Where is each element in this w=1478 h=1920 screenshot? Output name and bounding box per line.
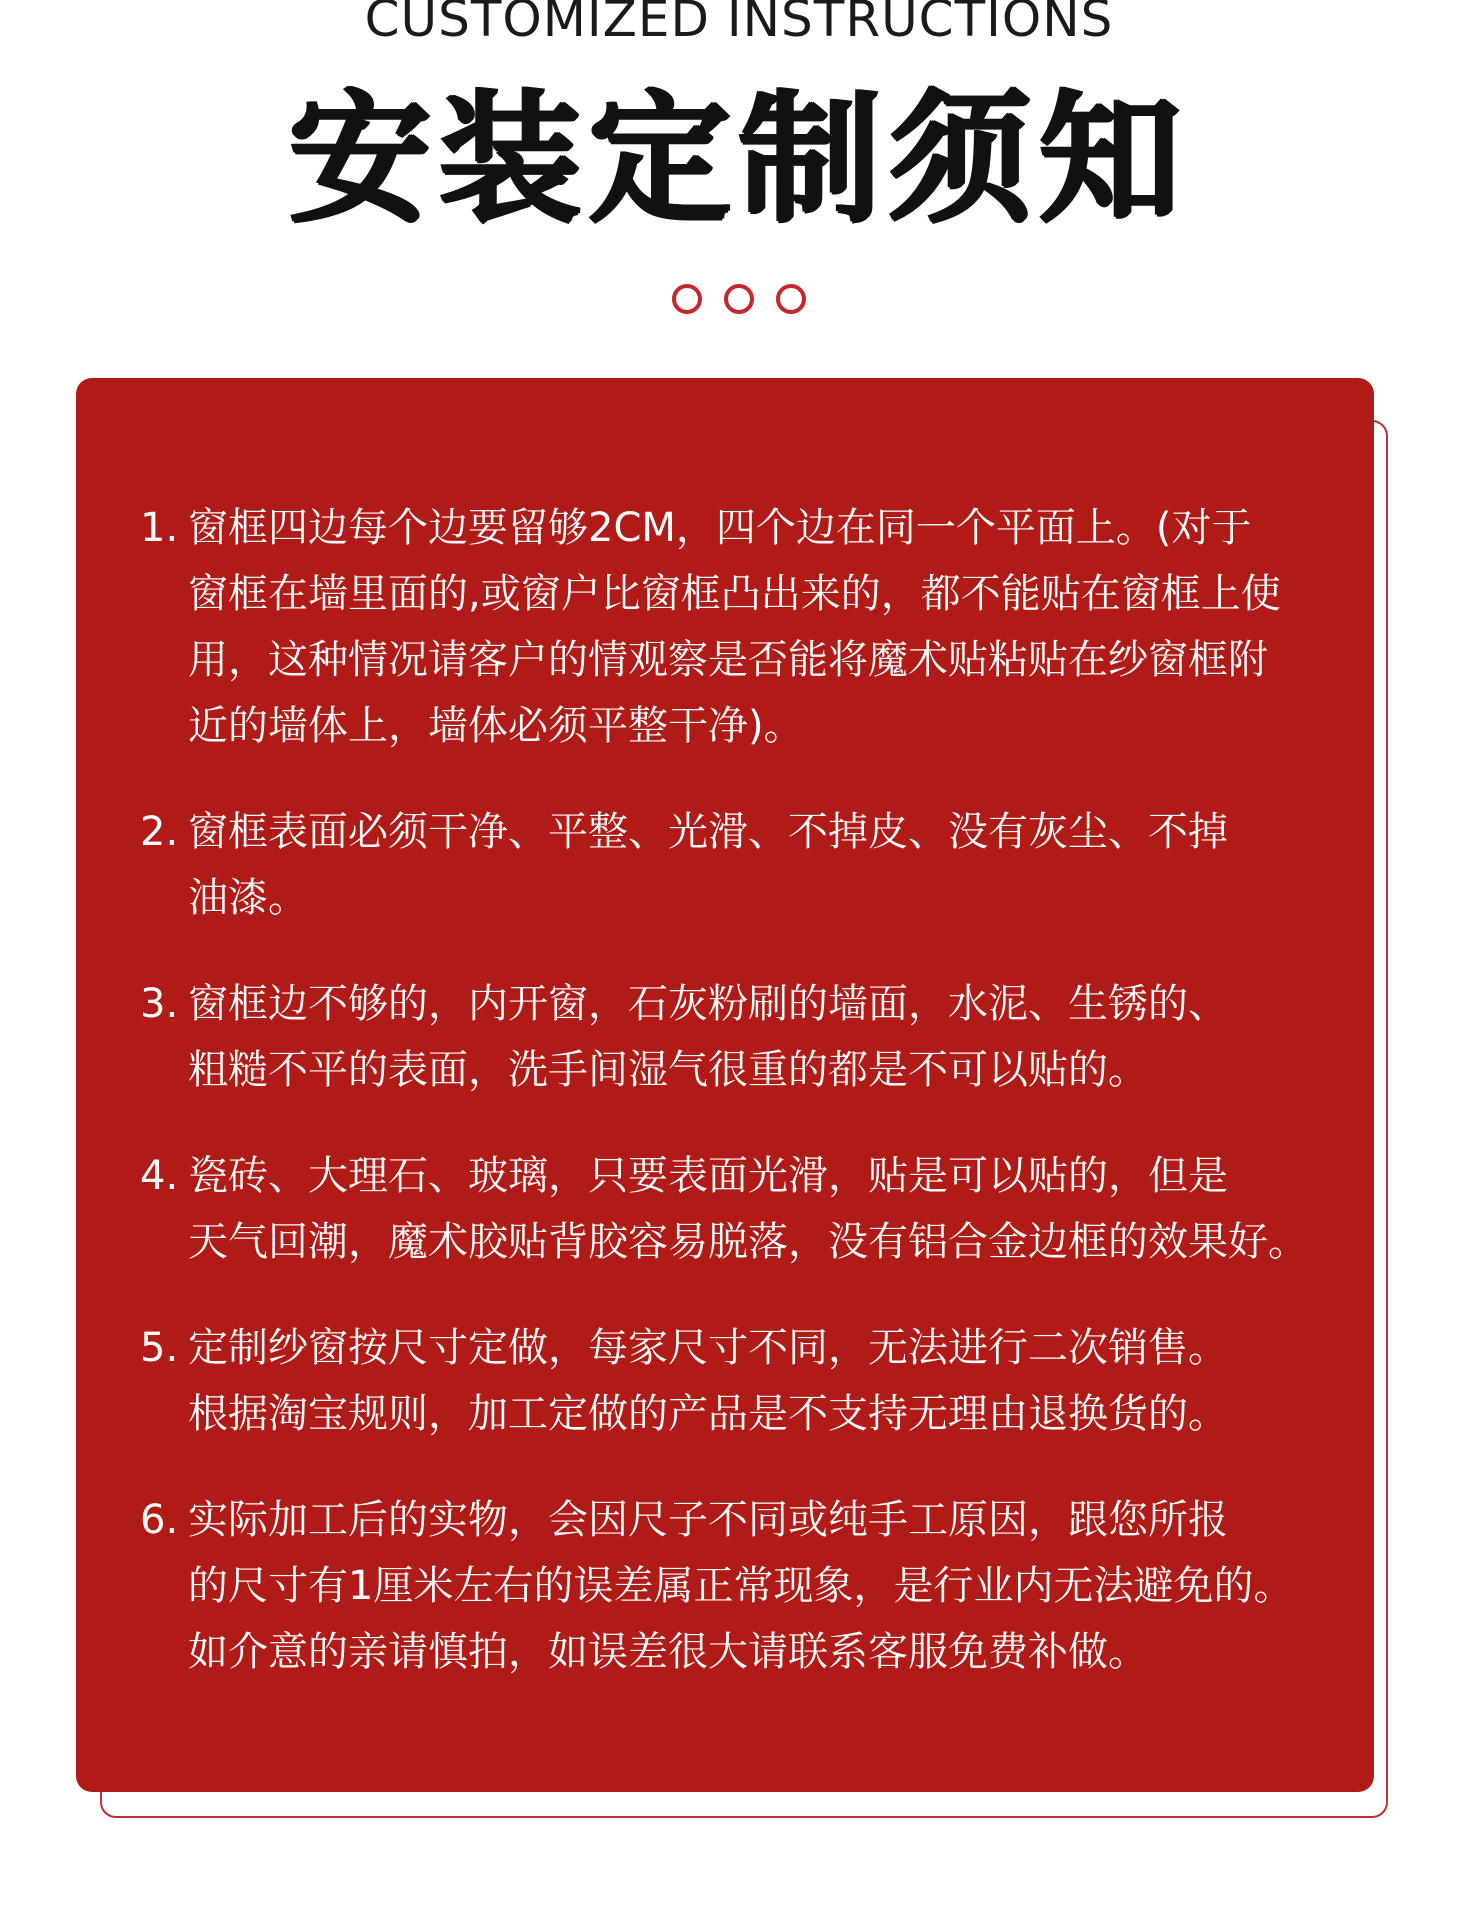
item-number: 3. xyxy=(140,981,179,1027)
circle-icon xyxy=(776,284,806,314)
instruction-item-1 xyxy=(140,495,1360,759)
instructions-list xyxy=(140,495,1360,1725)
instruction-item-3 xyxy=(140,971,1360,1103)
item-number: 5. xyxy=(140,1325,179,1371)
item-text: 窗框边不够的，内开窗，石灰粉刷的墙面，水泥、生锈的、 粗糙不平的表面，洗手间湿气很重的都是不可以贴的。 xyxy=(188,981,1228,1093)
circle-icon xyxy=(672,284,702,314)
instruction-item-5 xyxy=(140,1315,1360,1447)
instruction-item-2 xyxy=(140,799,1360,931)
item-number: 2. xyxy=(140,809,179,855)
item-number: 1. xyxy=(140,505,179,551)
subtitle-english: CUSTOMIZED INSTRUCTIONS xyxy=(364,0,1114,48)
instruction-item-4 xyxy=(140,1143,1360,1275)
item-text: 实际加工后的实物，会因尺子不同或纯手工原因，跟您所报 的尺寸有1厘米左右的误差属正常现象，是行业内无法避免的。 如介意的亲请慎拍，如误差很大请联系客服免费补做。 xyxy=(188,1497,1294,1675)
instruction-item-6 xyxy=(140,1487,1360,1685)
page-title: 安装定制须知 xyxy=(289,77,1189,242)
circle-icon xyxy=(724,284,754,314)
item-text: 定制纱窗按尺寸定做，每家尺寸不同，无法进行二次销售。 根据淘宝规则，加工定做的产品是不支持无理由退换货的。 xyxy=(188,1325,1228,1437)
item-text: 窗框四边每个边要留够2CM，四个边在同一个平面上。(对于 窗框在墙里面的,或窗户比窗框凸出来的，都不能贴在窗框上使 用，这种情况请客户的情观察是否能将魔术贴粘贴在纱窗框附 近的墙体上，墙体必须平整干净)。 xyxy=(188,505,1281,749)
decorative-dots xyxy=(0,284,1478,314)
item-text: 瓷砖、大理石、玻璃，只要表面光滑，贴是可以贴的，但是 天气回潮，魔术胶贴背胶容易脱落，没有铝合金边框的效果好。 xyxy=(188,1153,1308,1265)
item-text: 窗框表面必须干净、平整、光滑、不掉皮、没有灰尘、不掉 油漆。 xyxy=(188,809,1228,921)
item-number: 4. xyxy=(140,1153,179,1199)
item-number: 6. xyxy=(140,1497,179,1543)
